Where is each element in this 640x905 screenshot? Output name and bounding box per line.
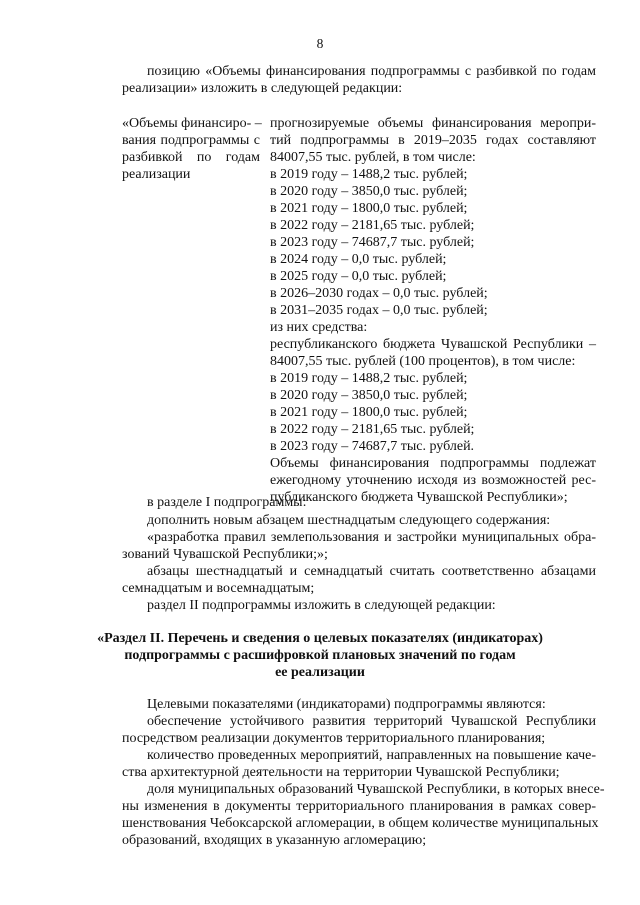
right-line: Объемы финансирования подпрограммы подлежат [270, 456, 596, 471]
page-number: 8 [316, 36, 324, 51]
right-line: в 2019 году – 1488,2 тыс. рублей; [270, 371, 468, 386]
right-line: в 2026–2030 годах – 0,0 тыс. рублей; [270, 286, 488, 301]
body-line: посредством реализации документов территориального планирования; [122, 731, 546, 746]
right-line: в 2023 году – 74687,7 тыс. рублей; [270, 235, 475, 250]
para-dopolnit: дополнить новым абзацем шестнадцатым следующего содержания: [147, 513, 551, 528]
right-line: ежегодному уточнению исходя из возможностей рес- [270, 473, 596, 488]
right-line: в 2021 году – 1800,0 тыс. рублей; [270, 201, 468, 216]
left-line-3: разбивкой по годам [122, 150, 260, 165]
body-line: образований, входящих в указанную агломерацию; [122, 833, 427, 848]
section-heading-line-3: ее реализации [275, 665, 365, 680]
para-razrabotka-1: «разработка правил землепользования и застройки муниципальных обра- [147, 530, 596, 545]
para-abzacy-2: семнадцатым и восемнадцатым; [122, 581, 315, 596]
section-heading-line-2: подпрограммы с расшифровкой плановых значений по годам [124, 648, 516, 663]
right-line: в 2021 году – 1800,0 тыс. рублей; [270, 405, 468, 420]
right-line: в 2019 году – 1488,2 тыс. рублей; [270, 167, 468, 182]
left-line-1: «Объемы финансиро- – [122, 116, 262, 131]
left-line-4: реализации [122, 167, 191, 182]
body-line: доля муниципальных образований Чувашской Республики, в которых внесе- [147, 782, 605, 797]
right-line: публиканского бюджета Чувашской Республики»; [270, 490, 568, 505]
body-line: ства архитектурной деятельности на территории Чувашской Республики; [122, 765, 560, 780]
right-line: прогнозируемые объемы финансирования меропри- [270, 116, 596, 131]
body-line: обеспечение устойчивого развития территорий Чувашской Республики [147, 714, 596, 729]
right-line: в 2022 году – 2181,65 тыс. рублей; [270, 218, 475, 233]
intro-line-2: реализации» изложить в следующей редакции: [122, 81, 403, 96]
body-line: шенствования Чебоксарской агломерации, в общем количестве муниципальных [122, 816, 599, 831]
body-line: ны изменения в документы территориального планирования в рамках совер- [122, 799, 596, 814]
right-line: в 2020 году – 3850,0 тыс. рублей; [270, 184, 468, 199]
body-line: Целевыми показателями (индикаторами) подпрограммы являются: [147, 697, 546, 712]
right-line: тий подпрограммы в 2019–2035 годах составляют [270, 133, 596, 148]
right-line: в 2022 году – 2181,65 тыс. рублей; [270, 422, 475, 437]
section-heading-line-1: «Раздел II. Перечень и сведения о целевых показателях (индикаторах) [97, 631, 543, 646]
right-line: 84007,55 тыс. рублей (100 процентов), в том числе: [270, 354, 576, 369]
table-right-column [270, 115, 596, 506]
para-razrabotka-2: зований Чувашской Республики;»; [122, 547, 328, 562]
right-line: в 2025 году – 0,0 тыс. рублей; [270, 269, 447, 284]
left-line-2: вания подпрограммы с [122, 133, 260, 148]
intro-line-1: позицию «Объемы финансирования подпрограммы с разбивкой по годам [147, 64, 596, 79]
right-line: в 2020 году – 3850,0 тыс. рублей; [270, 388, 468, 403]
body-line: количество проведенных мероприятий, направленных на повышение каче- [147, 748, 596, 763]
right-line: из них средства: [270, 320, 368, 335]
right-line: 84007,55 тыс. рублей, в том числе: [270, 150, 476, 165]
para-razdel-2: раздел II подпрограммы изложить в следующей редакции: [147, 598, 496, 613]
right-line: в 2023 году – 74687,7 тыс. рублей. [270, 439, 475, 454]
para-abzacy-1: абзацы шестнадцатый и семнадцатый считать соответственно абзацами [147, 564, 596, 579]
right-line: в 2031–2035 годах – 0,0 тыс. рублей; [270, 303, 488, 318]
right-line: в 2024 году – 0,0 тыс. рублей; [270, 252, 447, 267]
table-left-column [122, 115, 260, 183]
right-line: республиканского бюджета Чувашской Республики – [270, 337, 596, 352]
para-razdel-1: в разделе I подпрограммы: [147, 495, 307, 510]
